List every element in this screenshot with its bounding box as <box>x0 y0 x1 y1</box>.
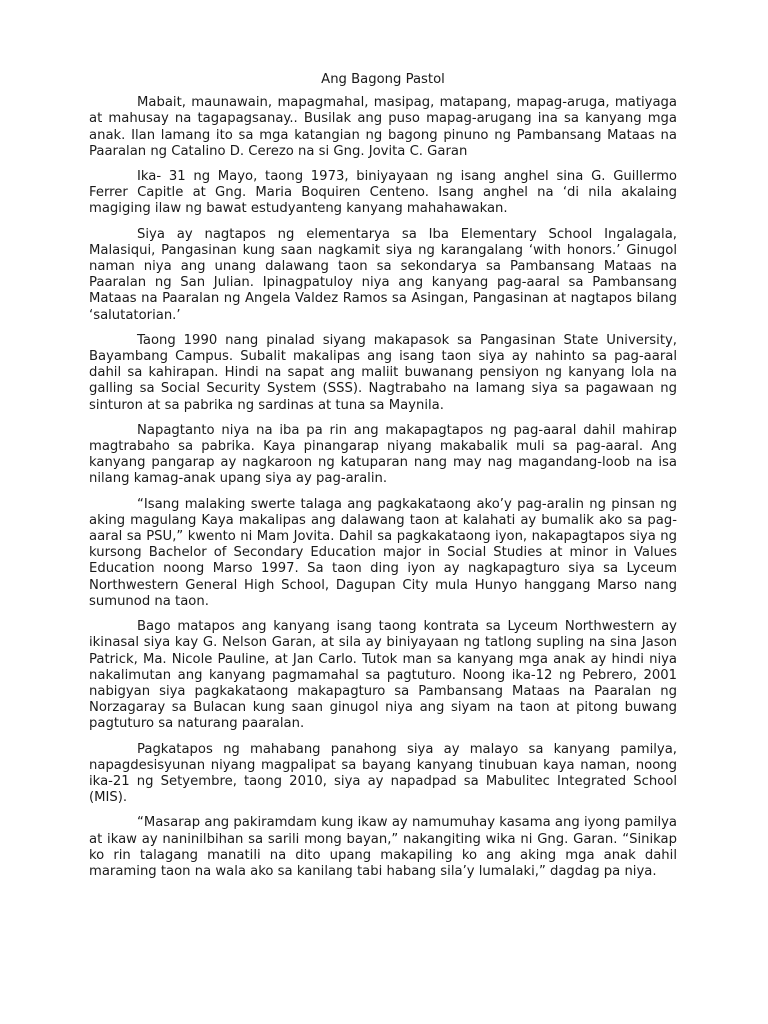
paragraph-9: “Masarap ang pakiramdam kung ikaw ay namumuhay kasama ang iyong pamilya at ikaw ay naninilbihan sa sarili mong bayan,” nakangiting wika ni Gng. Garan. “Sinikap ko rin talagang manatili na dito upang makapiling ko ang aking mga anak dahil maraming taon na wala ako sa kanilang tabi habang sila’y lumalaki,” dagdag pa niya. <box>89 815 677 879</box>
paragraph-7: Bago matapos ang kanyang isang taong kontrata sa Lyceum Northwestern ay ikinasal siya kay G. Nelson Garan, at sila ay biniyayaan ng tatlong supling na sina Jason Patrick, Ma. Nicole Pauline, at Jan Carlo. Tutok man sa kanyang mga anak ay hindi niya nakalimutan ang kanyang pagmamahal sa pagtuturo. Noong ika-12 ng Pebrero, 2001 nabigyan siya pagkakataong makapagturo sa Pambansang Mataas na Paaralan ng Norzagaray sa Bulacan kung saan ginugol niya ang siyam na taon at pitong buwang pagtuturo sa naturang paaralan. <box>89 619 677 732</box>
document-page <box>89 72 677 889</box>
paragraph-4: Taong 1990 nang pinalad siyang makapasok sa Pangasinan State University, Bayambang Campus. Subalit makalipas ang isang taon siya ay nahinto sa pag-aaral dahil sa kahirapan. Hindi na sapat ang maliit buwanang pensiyon ng kanyang lola na galling sa Social Security System (SSS). Nagtrabaho na lamang siya sa pagawaan ng sinturon at sa pabrika ng sardinas at tuna sa Maynila. <box>89 332 677 413</box>
paragraph-6: “Isang malaking swerte talaga ang pagkakataong ako’y pag-aralin ng pinsan ng aking magulang Kaya makalipas ang dalawang taon at kalahati ay bumalik ako sa pag-aaral sa PSU,” kwento ni Mam Jovita. Dahil sa pagkakataong iyon, nakapagtapos siya ng kursong Bachelor of Secondary Education major in Social Studies at minor in Values Education noong Marso 1997. Sa taon ding iyon ay nagkapagturo siya sa Lyceum Northwestern General High School, Dagupan City mula Hunyo hanggang Marso nang sumunod na taon. <box>89 496 677 609</box>
paragraph-3: Siya ay nagtapos ng elementarya sa Iba Elementary School Ingalagala, Malasiqui, Pangasinan kung saan nagkamit siya ng karangalang ‘with honors.’ Ginugol naman niya ang unang dalawang taon sa sekondarya sa Pambansang Mataas na Paaralan ng San Julian. Ipinagpatuloy niya ang kanyang pag-aaral sa Pambansang Mataas na Paaralan ng Angela Valdez Ramos sa Asingan, Pangasinan at nagtapos bilang ‘salutatorian.’ <box>89 226 677 323</box>
paragraph-1: Mabait, maunawain, mapagmahal, masipag, matapang, mapag-aruga, matiyaga at mahusay na tagapagsanay.. Busilak ang puso mapag-arugang ina sa kanyang mga anak. Ilan lamang ito sa mga katangian ng bagong pinuno ng Pambansang Mataas na Paaralan ng Catalino D. Cerezo na si Gng. Jovita C. Garan <box>89 95 677 159</box>
document-title: Ang Bagong Pastol <box>321 72 445 87</box>
paragraph-5: Napagtanto niya na iba pa rin ang makapagtapos ng pag-aaral dahil mahirap magtrabaho sa pabrika. Kaya pinangarap niyang makabalik muli sa pag-aaral. Ang kanyang pangarap ay nagkaroon ng katuparan nang may nag magandang-loob na isa nilang kamag-anak upang siya ay pag-aralin. <box>89 422 677 487</box>
paragraph-2: Ika- 31 ng Mayo, taong 1973, biniyayaan ng isang anghel sina G. Guillermo Ferrer Capitle at Gng. Maria Boquiren Centeno. Isang anghel na ‘di nila akalaing magiging ilaw ng bawat estudyanteng kanyang mahahawakan. <box>89 169 677 217</box>
paragraph-8: Pagkatapos ng mahabang panahong siya ay malayo sa kanyang pamilya, napagdesisyunan niyang magpalipat sa bayang kanyang tinubuan kaya naman, noong ika-21 ng Setyembre, taong 2010, siya ay napadpad sa Mabulitec Integrated School (MIS). <box>89 741 677 806</box>
